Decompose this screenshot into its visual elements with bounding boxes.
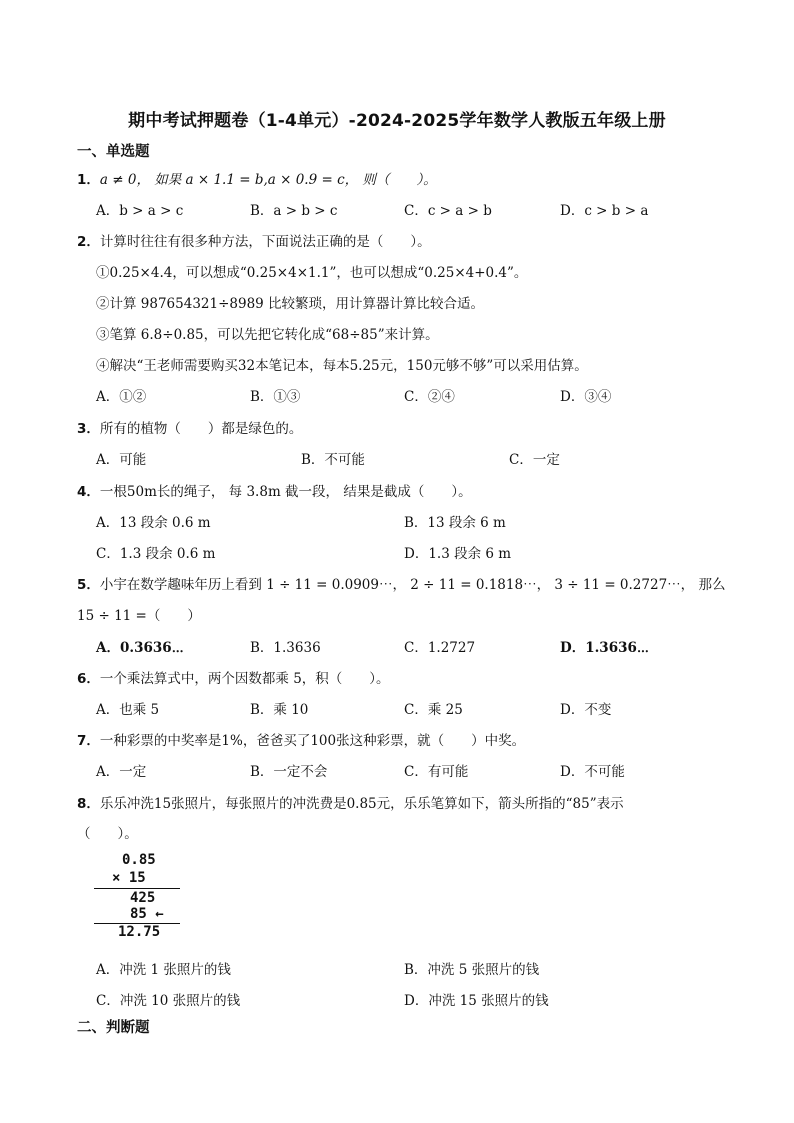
multiplicand: 0.85: [122, 852, 156, 868]
question-4: [77, 480, 472, 500]
question-stem: 乐乐冲洗15张照片，每张照片的冲洗费是0.85元，乐乐笔算如下，箭头所指的“85”表示: [99, 796, 624, 812]
q8-option-d: D．冲洗 15 张照片的钱: [404, 993, 549, 1009]
page-title: 期中考试押题卷（1-4单元）-2024-2025学年数学人教版五年级上册: [128, 111, 666, 131]
q5-option-c: C．1.2727: [404, 640, 476, 656]
q2-option-b: B．①③: [250, 389, 301, 405]
question-1: [77, 168, 437, 188]
q5-option-d: D．1.3636⋯: [560, 640, 650, 656]
q6-option-c: C．乘 25: [404, 702, 463, 718]
question-number: 5．: [77, 577, 100, 593]
question-number: 4．: [77, 484, 100, 500]
q6-option-a: A．也乘 5: [96, 702, 160, 718]
q2-statement-3: ③笔算 6.8÷0.85，可以先把它转化成“68÷85”来计算。: [96, 327, 439, 343]
q4-option-d: D．1.3 段余 6 m: [404, 546, 512, 562]
q1-option-d: D．c > b > a: [560, 203, 649, 219]
q1-option-a: A．b > a > c: [96, 203, 184, 219]
multiplier: × 15: [112, 870, 146, 886]
q3-option-b: B．不可能: [301, 452, 365, 468]
question-6: [77, 667, 390, 687]
question-7: [77, 729, 525, 749]
q6-option-b: B．乘 10: [250, 702, 309, 718]
question-5: [77, 573, 725, 593]
q8-option-c: C．冲洗 10 张照片的钱: [96, 993, 241, 1009]
q2-statement-4: ④解决“王老师需要购买32本笔记本，每本5.25元，150元够不够”可以采用估算。: [96, 358, 588, 374]
q7-option-d: D．不可能: [560, 764, 625, 780]
left-arrow-icon: ←: [155, 906, 164, 922]
question-stem: 所有的植物（ ）都是绿色的。: [99, 421, 303, 437]
vertical-multiplication: [86, 850, 186, 942]
question-8: [77, 792, 624, 812]
q2-option-d: D．③④: [560, 389, 612, 405]
q4-option-c: C．1.3 段余 0.6 m: [96, 546, 216, 562]
question-stem: 一种彩票的中奖率是1%，爸爸买了100张这种彩票，就（ ）中奖。: [99, 733, 526, 749]
q1-option-b: B．a > b > c: [250, 203, 338, 219]
q6-option-d: D．不变: [560, 702, 612, 718]
q2-statement-1: ①0.25×4.4，可以想成“0.25×4×1.1”，也可以想成“0.25×4+0.4”。: [96, 265, 528, 281]
question-stem: a ≠ 0， 如果 a × 1.1 = b,a × 0.9 = c， 则（ ）。: [99, 172, 437, 188]
partial-product-1: 425: [130, 890, 156, 906]
q7-option-a: A．一定: [96, 764, 147, 780]
q1-option-c: C．c > a > b: [404, 203, 492, 219]
question-stem: 计算时往往有很多种方法，下面说法正确的是（ ）。: [99, 234, 431, 250]
question-number: 7．: [77, 733, 100, 749]
q8-option-b: B．冲洗 5 张照片的钱: [404, 962, 540, 978]
question-stem: 一个乘法算式中，两个因数都乘 5，积（ ）。: [99, 671, 390, 687]
question-number: 3．: [77, 421, 100, 437]
q7-option-b: B．一定不会: [250, 764, 328, 780]
question-stem: 一根50m长的绳子， 每 3.8m 截一段， 结果是截成（ ）。: [99, 484, 472, 500]
q4-option-b: B．13 段余 6 m: [404, 515, 506, 531]
q3-option-c: C．一定: [509, 452, 560, 468]
q2-option-c: C．②④: [404, 389, 455, 405]
question-number: 8．: [77, 796, 100, 812]
question-number: 1．: [77, 172, 100, 188]
question-8-continued: （ ）。: [77, 826, 138, 842]
q8-option-a: A．冲洗 1 张照片的钱: [96, 962, 231, 978]
section-heading-true-false: 二、判断题: [77, 1020, 150, 1036]
product: 12.75: [118, 924, 161, 940]
question-number: 2．: [77, 234, 100, 250]
calc-rule-1: [94, 888, 180, 889]
q3-option-a: A．可能: [96, 452, 147, 468]
partial-product-2: 85 ←: [130, 906, 164, 922]
q4-option-a: A．13 段余 0.6 m: [96, 515, 211, 531]
question-number: 6．: [77, 671, 100, 687]
q7-option-c: C．有可能: [404, 764, 469, 780]
question-stem: 小宇在数学趣味年历上看到 1 ÷ 11 = 0.0909⋯， 2 ÷ 11 = 0.1818⋯， 3 ÷ 11 = 0.2727⋯， 那么: [99, 577, 726, 593]
q5-option-b: B．1.3636: [250, 640, 321, 656]
question-2: [77, 230, 431, 250]
q2-statement-2: ②计算 987654321÷8989 比较繁琐，用计算器计算比较合适。: [96, 296, 485, 312]
q2-option-a: A．①②: [96, 389, 147, 405]
question-3: [77, 417, 302, 437]
section-heading-single-choice: 一、单选题: [77, 144, 150, 160]
q5-option-a: A．0.3636⋯: [96, 640, 184, 656]
question-5-continued: 15 ÷ 11 =（ ）: [77, 608, 201, 624]
